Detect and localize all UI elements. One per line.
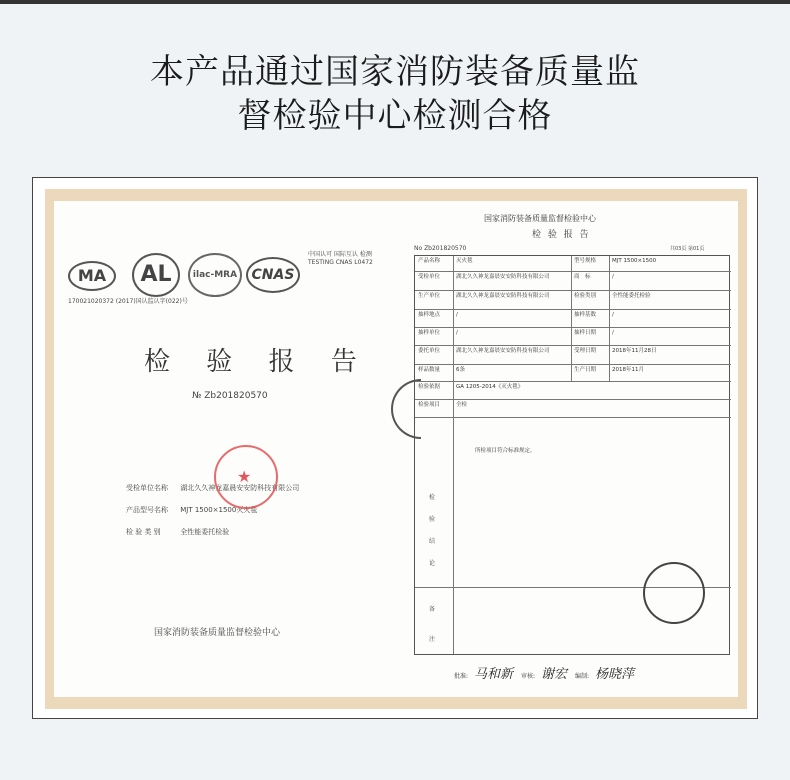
- approve-signature: 马和新: [474, 667, 514, 682]
- table-cell-key: 产品名称: [418, 258, 441, 264]
- table-cell-key: 检验依据: [418, 384, 441, 390]
- table-cell-value: /: [456, 330, 458, 336]
- inspection-table: [414, 255, 730, 655]
- table-row: [415, 346, 731, 365]
- report-title: 检 验 报 告: [144, 347, 371, 377]
- column-divider: [609, 256, 610, 382]
- table-cell-value: 湖北久久神龙嘉晨安安防科技有限公司: [456, 274, 550, 280]
- table-cell-value: GA 1205-2014《灭火毯》: [456, 384, 524, 390]
- accreditation-logos: [68, 249, 388, 309]
- cma-logo: [68, 261, 116, 291]
- table-cell-key: 样品数量: [418, 367, 441, 373]
- page-info: 共03页 第01页: [670, 246, 705, 252]
- table-cell-value: 2018年11月28日: [612, 348, 657, 354]
- table-row: [415, 382, 731, 400]
- cma-number: [68, 296, 188, 305]
- table-cell-value: 全性能委托检验: [612, 293, 651, 299]
- detail-report-number: No Zb201820570: [414, 245, 467, 252]
- conclusion-label-char: 结: [429, 538, 436, 545]
- field-inspection-type: [126, 527, 229, 537]
- column-divider: [453, 256, 454, 654]
- cal-logo: [132, 253, 180, 297]
- headline: [0, 50, 790, 138]
- table-cell-key: 委托单位: [418, 348, 441, 354]
- table-cell-key: 抽样基数: [574, 312, 597, 318]
- cma-sub-text: (2017)国认监认字(022)号: [115, 298, 188, 305]
- conclusion-label-char: 论: [429, 560, 436, 567]
- table-cell-value: 6条: [456, 367, 465, 373]
- table-row: [415, 328, 731, 346]
- cma-logo-text: MA: [77, 266, 107, 285]
- report-cover-page: [54, 201, 394, 697]
- table-cell-value: /: [456, 312, 458, 318]
- field-label: 产品型号名称: [126, 506, 168, 514]
- conclusion-text: 所检项目符合标准规定。: [475, 448, 536, 454]
- table-cell-key: 受理日期: [574, 348, 597, 354]
- table-cell-value: /: [612, 312, 614, 318]
- seal-star-icon: ★: [237, 467, 252, 486]
- report-number: № Zb201820570: [192, 391, 268, 401]
- field-label: 受检单位名称: [126, 484, 168, 492]
- ilac-mra-logo: [188, 253, 242, 297]
- field-value: 湖北久久神龙嘉晨安安防科技有限公司: [180, 484, 300, 492]
- review-signature: 谢宏: [541, 667, 568, 682]
- inspection-seal: [643, 562, 705, 624]
- table-cell-key: 生产单位: [418, 293, 441, 299]
- certificate-paper: [54, 201, 738, 697]
- table-cell-value: 湖北久久神龙嘉晨安安防科技有限公司: [456, 348, 550, 354]
- cnas-logo-text: CNAS: [251, 267, 295, 283]
- table-row: [415, 272, 731, 291]
- field-label: 检 验 类 别: [126, 528, 161, 536]
- ilac-logo-text: ilac-MRA: [192, 270, 238, 280]
- issuing-authority: 国家消防装备质量监督检验中心: [154, 628, 281, 638]
- table-row: [415, 365, 731, 382]
- certificate-mat: [45, 189, 747, 709]
- headline-line-2: 督检验中心检测合格: [237, 96, 553, 136]
- conclusion-label-char: 验: [429, 516, 436, 523]
- table-cell-value: /: [612, 330, 614, 336]
- table-cell-key: 生产日期: [574, 367, 597, 373]
- table-cell-value: /: [612, 274, 614, 280]
- table-cell-key: 检验类别: [574, 293, 597, 299]
- table-row: [415, 291, 731, 310]
- table-cell-value: 湖北久久神龙嘉晨安安防科技有限公司: [456, 293, 550, 299]
- approve-label: 批准:: [454, 673, 469, 680]
- top-bar: [0, 0, 790, 4]
- edit-label: 编制:: [574, 673, 589, 680]
- table-cell-value: 全检: [456, 402, 468, 408]
- headline-line-1: 本产品通过国家消防装备质量监: [150, 52, 640, 92]
- detail-header-title: 检 验 报 告: [532, 230, 591, 240]
- certificate-frame: [32, 177, 758, 719]
- cnas-logo: [246, 257, 300, 293]
- conclusion-label-char: 检: [429, 494, 436, 501]
- edit-signature: 杨晓萍: [594, 667, 634, 682]
- table-cell-key: 型号规格: [574, 258, 597, 264]
- table-cell-key: 商 标: [574, 274, 591, 280]
- cal-logo-text: AL: [140, 262, 172, 287]
- remark-label-char: 备: [429, 606, 436, 613]
- table-row: [415, 310, 731, 328]
- table-cell-value: 灭火毯: [456, 258, 473, 264]
- report-detail-page: [414, 201, 738, 697]
- cma-number-text: 170021020372: [68, 298, 114, 305]
- table-cell-key: 抽样单位: [418, 330, 441, 336]
- table-cell-key: 受检单位: [418, 274, 441, 280]
- column-divider: [571, 256, 572, 382]
- table-cell-value: 2018年11月: [612, 367, 644, 373]
- signature-area: [454, 663, 640, 682]
- table-cell-key: 抽样日期: [574, 330, 597, 336]
- table-row: [415, 256, 731, 272]
- detail-header-authority: 国家消防装备质量监督检验中心: [484, 214, 596, 223]
- table-cell-key: 抽样地点: [418, 312, 441, 318]
- table-cell-value: MJT 1500×1500: [612, 258, 657, 264]
- cnas-caption: 中国认可 国际互认 检测 TESTING CNAS L0472: [308, 251, 373, 266]
- table-cell-key: 检验项目: [418, 402, 441, 408]
- remark-label-char: 注: [429, 636, 436, 643]
- table-row: [415, 400, 731, 418]
- field-value: 全性能委托检验: [180, 528, 230, 536]
- conclusion-row: [415, 418, 731, 588]
- field-value: MJT 1500×1500灭火毯: [180, 506, 258, 514]
- review-label: 审核:: [520, 673, 535, 680]
